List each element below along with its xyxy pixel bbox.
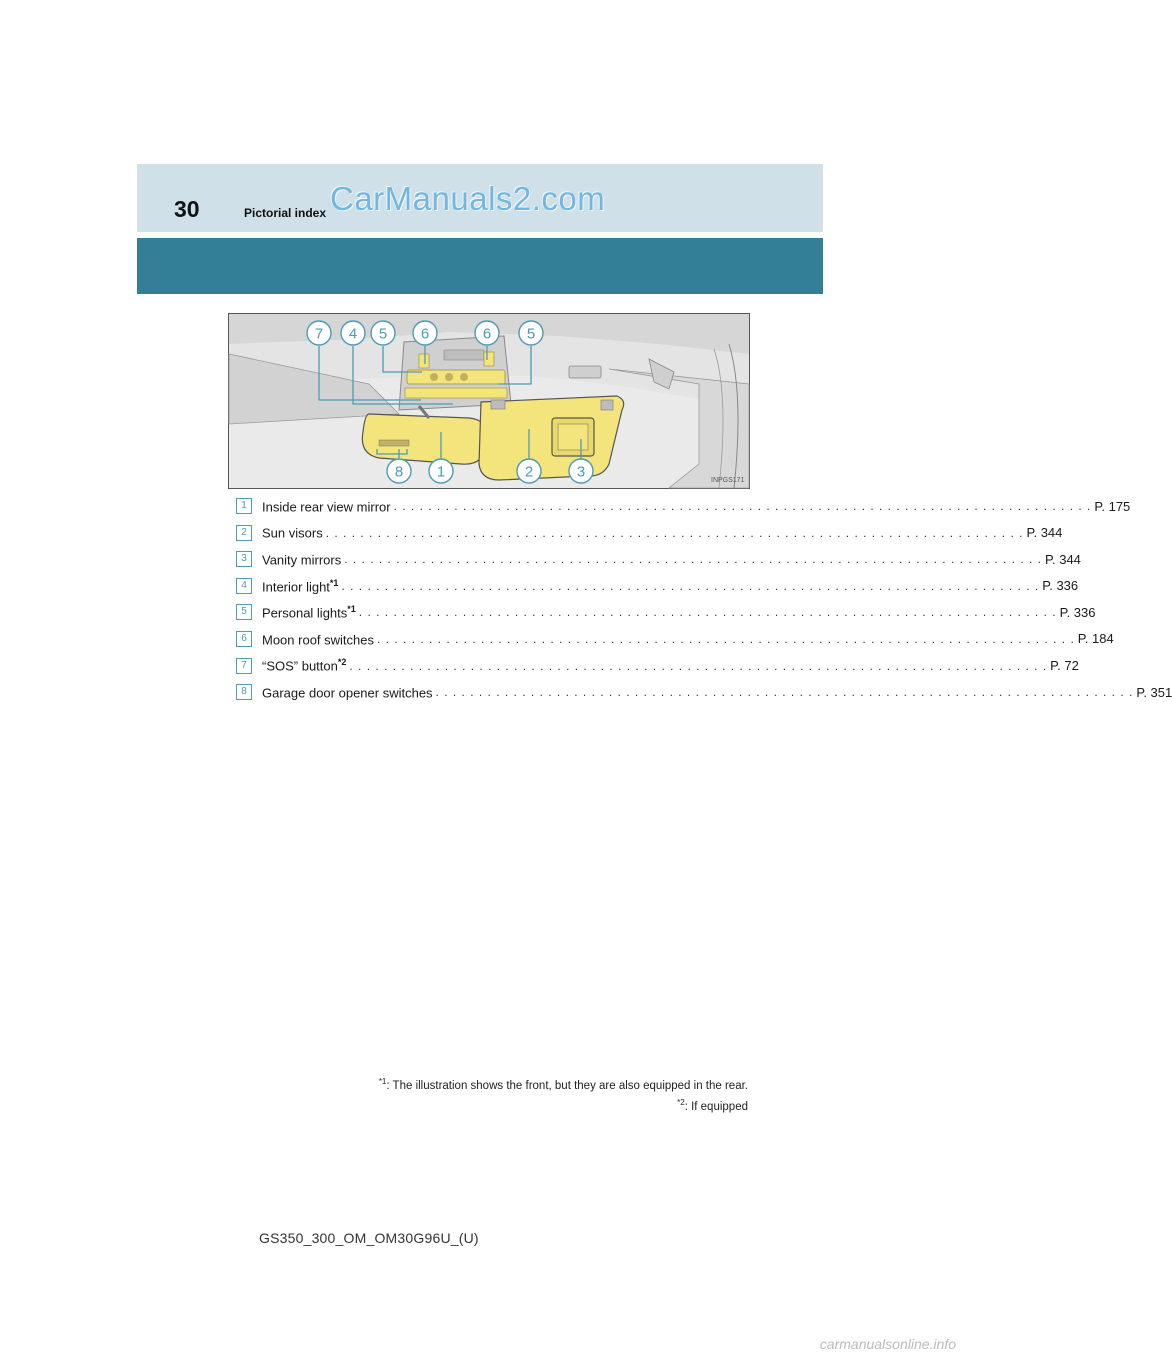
item-number: 2 [236, 525, 252, 541]
page-reference-link[interactable]: P. 336 [1059, 604, 1096, 620]
leader-dots: . . . . . . . . . . . . . . . . . . . . . . . . . . . . . . . . . . . . . . . . . . . . . . . . . . . . . . . . . . . . . . . . . . . . . . . . . . . . . . . . . [341, 578, 1040, 593]
leader-dots: . . . . . . . . . . . . . . . . . . . . . . . . . . . . . . . . . . . . . . . . . . . . . . . . . . . . . . . . . . . . . . . . . . . . . . . . . . . . . . . . . [344, 552, 1042, 567]
callout-label: 6 [482, 325, 492, 343]
item-number: 5 [236, 604, 252, 620]
item-number: 6 [236, 631, 252, 647]
section-title: Pictorial index [244, 206, 327, 220]
index-item-garage-door-opener-switches[interactable] [236, 681, 1172, 703]
illustration-drawing [229, 314, 749, 488]
callout-label: 4 [348, 325, 358, 343]
page-reference-link[interactable]: P. 184 [1077, 631, 1114, 647]
page-reference-link[interactable]: P. 175 [1094, 498, 1131, 514]
item-label: Garage door opener switches [262, 685, 433, 701]
index-list [236, 495, 1172, 708]
item-label: “SOS” button$^{*2}$ [262, 657, 347, 674]
index-item-inside-rear-view-mirror[interactable] [236, 495, 1131, 517]
overhead-console-illustration [228, 313, 750, 489]
page-reference-link[interactable]: P. 344 [1026, 525, 1063, 541]
callout-label: 5 [526, 325, 536, 343]
callout-label: 2 [524, 463, 534, 481]
leader-dots: . . . . . . . . . . . . . . . . . . . . . . . . . . . . . . . . . . . . . . . . . . . . . . . . . . . . . . . . . . . . . . . . . . . . . . . . . . . . . . . . . [377, 631, 1075, 646]
page-reference-link[interactable]: P. 336 [1042, 578, 1079, 594]
callout-label: 7 [314, 325, 324, 343]
page-reference-link[interactable]: P. 351 [1136, 684, 1172, 700]
item-label: Interior light$^{*1}$ [262, 577, 339, 594]
leader-dots: . . . . . . . . . . . . . . . . . . . . . . . . . . . . . . . . . . . . . . . . . . . . . . . . . . . . . . . . . . . . . . . . . . . . . . . . . . . . . . . . . [349, 658, 1048, 673]
footnote-2: $^{*2}$: If equipped [677, 1098, 748, 1113]
index-item-personal-lights[interactable] [236, 601, 1096, 623]
index-item-moon-roof-switches[interactable] [236, 628, 1114, 650]
callout-label: 6 [420, 325, 430, 343]
item-number: 1 [236, 498, 252, 514]
item-label: Vanity mirrors [262, 552, 342, 568]
leader-dots: . . . . . . . . . . . . . . . . . . . . . . . . . . . . . . . . . . . . . . . . . . . . . . . . . . . . . . . . . . . . . . . . . . . . . . . . . . . . . . . . . [358, 605, 1057, 620]
leader-dots: . . . . . . . . . . . . . . . . . . . . . . . . . . . . . . . . . . . . . . . . . . . . . . . . . . . . . . . . . . . . . . . . . . . . . . . . . . . . . . . . . [435, 685, 1134, 700]
index-item-sos-button[interactable] [236, 655, 1079, 677]
callout-label: 5 [378, 325, 388, 343]
item-label: Personal lights$^{*1}$ [262, 604, 356, 621]
item-number: 3 [236, 551, 252, 567]
title-bar [137, 238, 823, 294]
index-item-sun-visors[interactable] [236, 522, 1063, 544]
callout-label: 8 [394, 463, 404, 481]
callout-label: 3 [576, 463, 586, 481]
leader-dots: . . . . . . . . . . . . . . . . . . . . . . . . . . . . . . . . . . . . . . . . . . . . . . . . . . . . . . . . . . . . . . . . . . . . . . . . . . . . . . . . . [393, 499, 1092, 513]
item-number: 4 [236, 578, 252, 594]
leader-dots: . . . . . . . . . . . . . . . . . . . . . . . . . . . . . . . . . . . . . . . . . . . . . . . . . . . . . . . . . . . . . . . . . . . . . . . . . . . . . . . . . [325, 525, 1024, 540]
page-number: 30 [174, 196, 200, 222]
footer-watermark[interactable]: carmanualsonline.info [819, 1336, 956, 1352]
page-reference-link[interactable]: P. 72 [1050, 658, 1079, 674]
document-code: GS350_300_OM_OM30G96U_(U) [259, 1230, 479, 1246]
item-number: 7 [236, 658, 252, 674]
page-reference-link[interactable]: P. 344 [1045, 551, 1081, 567]
item-number: 8 [236, 684, 252, 700]
callout-label: 1 [436, 463, 446, 481]
item-label: Sun visors [262, 525, 323, 541]
footnote-1: $^{*1}$: The illustration shows the front, but they are also equipped in the rear. [378, 1077, 748, 1092]
index-item-interior-light[interactable] [236, 575, 1079, 597]
watermark-logo[interactable]: CarManuals2.com [330, 180, 606, 217]
index-item-vanity-mirrors[interactable] [236, 548, 1081, 570]
item-label: Moon roof switches [262, 632, 374, 648]
image-code: INPGS171 [711, 477, 745, 484]
item-label: Inside rear view mirror [262, 499, 391, 515]
